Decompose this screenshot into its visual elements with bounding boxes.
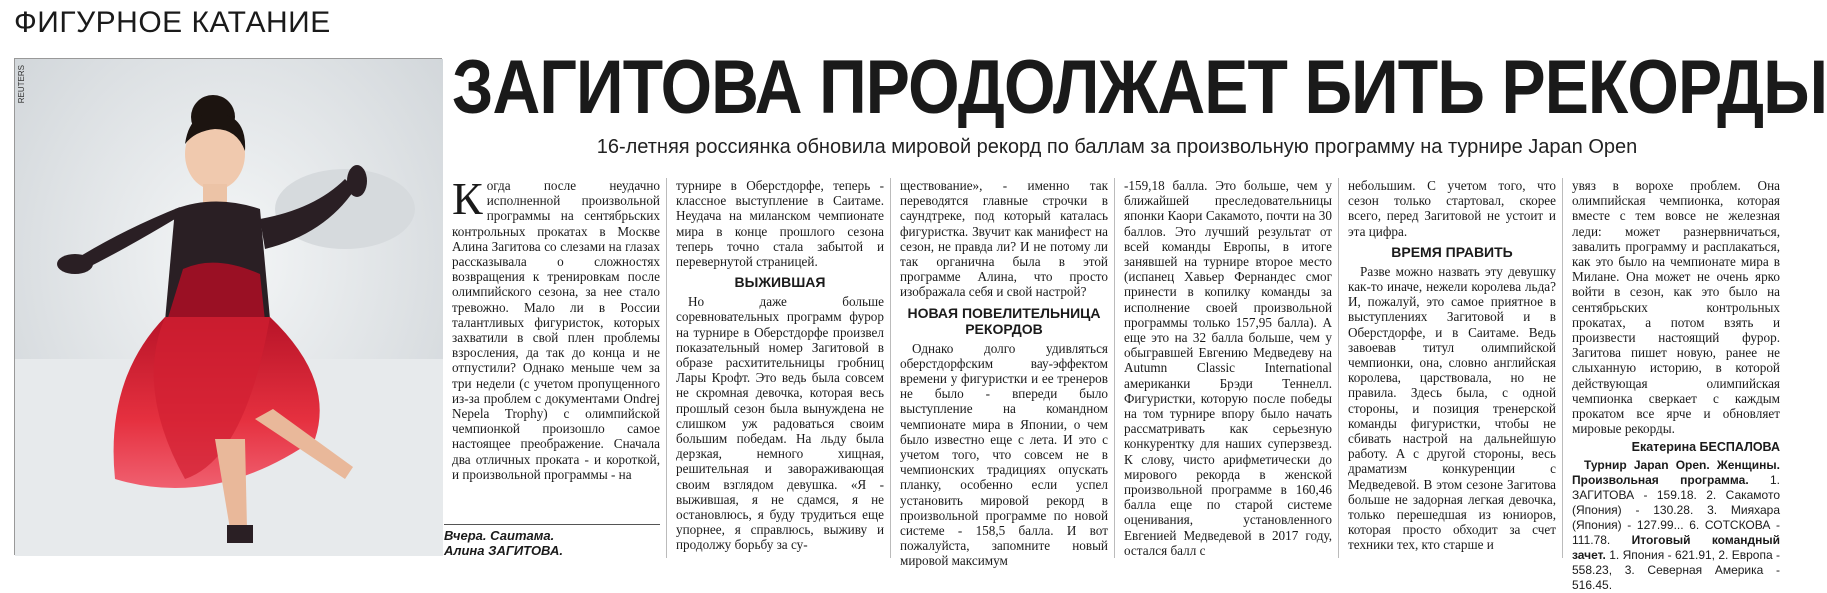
figure-skater-photo xyxy=(14,58,442,555)
results-box xyxy=(1572,458,1780,593)
column-divider xyxy=(1562,178,1563,558)
results-heading-2: Итоговый командный зачет. xyxy=(1572,532,1780,562)
section-subtitle-reign: ВРЕМЯ ПРАВИТЬ xyxy=(1391,243,1513,260)
results-heading: Турнир Japan Open. Женщины. Произвольная программа. xyxy=(1572,457,1780,487)
article-column-6 xyxy=(1572,178,1780,592)
column-divider xyxy=(890,178,891,558)
article-column-5 xyxy=(1348,178,1556,558)
photo-credit: REUTERS xyxy=(17,65,26,104)
results-line-2: 1. Япония - 621.91, 2. Европа - 558.23, 3. Северная Америка - 516.45. xyxy=(1572,547,1780,592)
column-divider xyxy=(1114,178,1115,558)
section-subtitle-records: НОВАЯ ПОВЕЛИТЕЛЬНИЦА РЕКОРДОВ xyxy=(907,304,1101,337)
section-rubric: ФИГУРНОЕ КАТАНИЕ xyxy=(14,6,331,39)
column-1-text: огда после неудачно исполненной произвольной программы на сентябрьских контрольных прокатах в Москве Алина Загитова со слезами на глазах рассказывала о сложностях возвращения к тренировкам после олимпийского сезона, за нее стало тревожно. Мало ли в России талантливых фигуристок, которых захватили в свой плен проблемы взросления, да так до конца и не отпустили? Однако меньше чем за три недели (с учетом пропущенного из-за проблем с документами Ondrej Nepela Trophy) с олимпийской чемпионкой произошло самое настоящее преображение. Сначала два отличных проката - и короткой, и произвольной программы - на xyxy=(452,178,660,482)
article-column-2 xyxy=(676,178,884,558)
column-5-text-a: небольшим. С учетом того, что сезон только стартовал, скорее всего, перед Загитовой не устоит и эта цифра. xyxy=(1348,178,1556,239)
column-divider xyxy=(666,178,667,558)
article-column-3 xyxy=(900,178,1108,569)
drop-cap: К xyxy=(452,173,483,224)
author-byline: Екатерина БЕСПАЛОВА xyxy=(1631,440,1780,455)
results-line-1: 1. ЗАГИТОВА - 159.18. 2. Сакамото (Япония) - 130.28. 3. Мияхара (Япония) - 127.99... 6. СОТСКОВА - 111.78. xyxy=(1572,472,1780,547)
column-3-text-a: ществование», - именно так переводятся главные строчки в саундтреке, под который каталась фигуристка. Звучит как манифест на сезон, не правда ли? И не потому ли так органична была в этой программе Алина, что просто изображала себя и свой настрой? xyxy=(900,178,1108,300)
column-2-text-b: Но даже больше соревновательных программ фурор на турнире в Оберстдорфе произвел показательный номер Загитовой в образе расхитительницы гробниц Лары Крофт. Это ведь была совсем не скромная девочка, которая весь прошлый сезон была вынуждена не слишком уж радоваться своим большим победам. На льду была дерзкая, немного хищная, решительная и завораживающая своим взглядом девушка. «Я - выжившая, я не сдамся, я не остановлюсь, я буду трудиться еще упорнее, я справлюсь, выживу и продолжу борьбу за су- xyxy=(676,294,884,553)
column-6-text: увяз в ворохе проблем. Она олимпийская чемпионка, которая вместе с тем вовсе не железная леди: может разнервничаться, завалить программу и расплакаться, как это было на чемпионате мира в Милане. Она может не очень ярко войти в сезон, как это было на сентябрьских контрольных прокатах, а потом взять и произвести настоящий фурор. Загитова пишет новую, ранее не слыханную историю, в которой действующая олимпийская чемпионка сверкает с каждым прокатом все ярче и обновляет мировые рекорды. xyxy=(1572,178,1780,437)
column-divider xyxy=(1338,178,1339,558)
column-5-text-b: Разве можно назвать эту девушку как-то иначе, нежели королева льда? И, пожалуй, это самое приятное в выступлениях Загитовой и в Оберстдорфе, и в Саитаме. Ведь завоевав титул олимпийской чемпионки, она, словно английская королева, царствовала, но не правила. Здесь была, с одной стороны, и позиция тренерской команды фигуристки, чтобы не сбивать настрой на дальнейшую работу. А с другой стороны, весь драматизм конкуренции с Медведевой. В этом сезоне Загитова больше не задорная легкая девочка, только перешедшая из юниоров, которая просто обходит за счет техники тех, кто старше и xyxy=(1348,263,1556,553)
column-2-text-a: турнире в Оберстдорфе, теперь - классное выступление в Саитаме. Неудача на миланском чемпионате мира в конце прошлого сезона теперь точно стала забытой и перевернутой страницей. xyxy=(676,178,884,270)
caption-line-1: Вчера. Саитама. xyxy=(444,528,555,543)
column-4-text: -159,18 балла. Это больше, чем у ближайшей преследовательницы японки Каори Сакамото, почти на 30 баллов. Это лучший результат от всей команды Европы, в итоге занявшей на турнире второе место (испанец Хавьер Фернандес смог принести в копилку команды за исполнение своей произвольной программы только 157,95 балла). А еще это на 32 балла больше, чем у обыгравшей Евгению Медведеву на Autumn Classic International американки Брэди Теннелл. Фигуристки, которую после победы на том турнире впору было начать рассматривать как серьезную конкурентку для наших суперзвезд. К слову, чисто арифметически до мирового рекорда в женской произвольной программе в 160,46 балла еще по старой системе оценивания, установленного Евгенией Медведевой в 2017 году, остался балл с xyxy=(1124,178,1332,558)
article-paragraph xyxy=(452,173,660,482)
skater-illustration xyxy=(15,59,443,556)
headline: ЗАГИТОВА ПРОДОЛЖАЕТ БИТЬ РЕКОРДЫ xyxy=(452,45,1827,130)
article-column-4 xyxy=(1124,178,1332,558)
caption-line-2: Алина ЗАГИТОВА. xyxy=(444,543,563,558)
column-3-text-b: Однако долго удивляться оберстдорфским вау-эффектом времени у фигуристки и ее тренеров не было - впереди было выступление на командном чемпионате мира в Японии, о чем было известно еще с лета. И это с учетом того, что совсем не в чемпионских традициях опускать планку, особенно если успел установить мировой рекорд в произвольной программе по новой системе - 158,5 балла. И вот пожалуйста, запомните новый мировой максимум xyxy=(900,340,1108,569)
section-subtitle-survivor: ВЫЖИВШАЯ xyxy=(734,274,826,291)
subheadline: 16-летняя россиянка обновила мировой рекорд по баллам за произвольную программу на турнире Japan Open xyxy=(596,136,1638,158)
article-column-1 xyxy=(452,173,660,558)
